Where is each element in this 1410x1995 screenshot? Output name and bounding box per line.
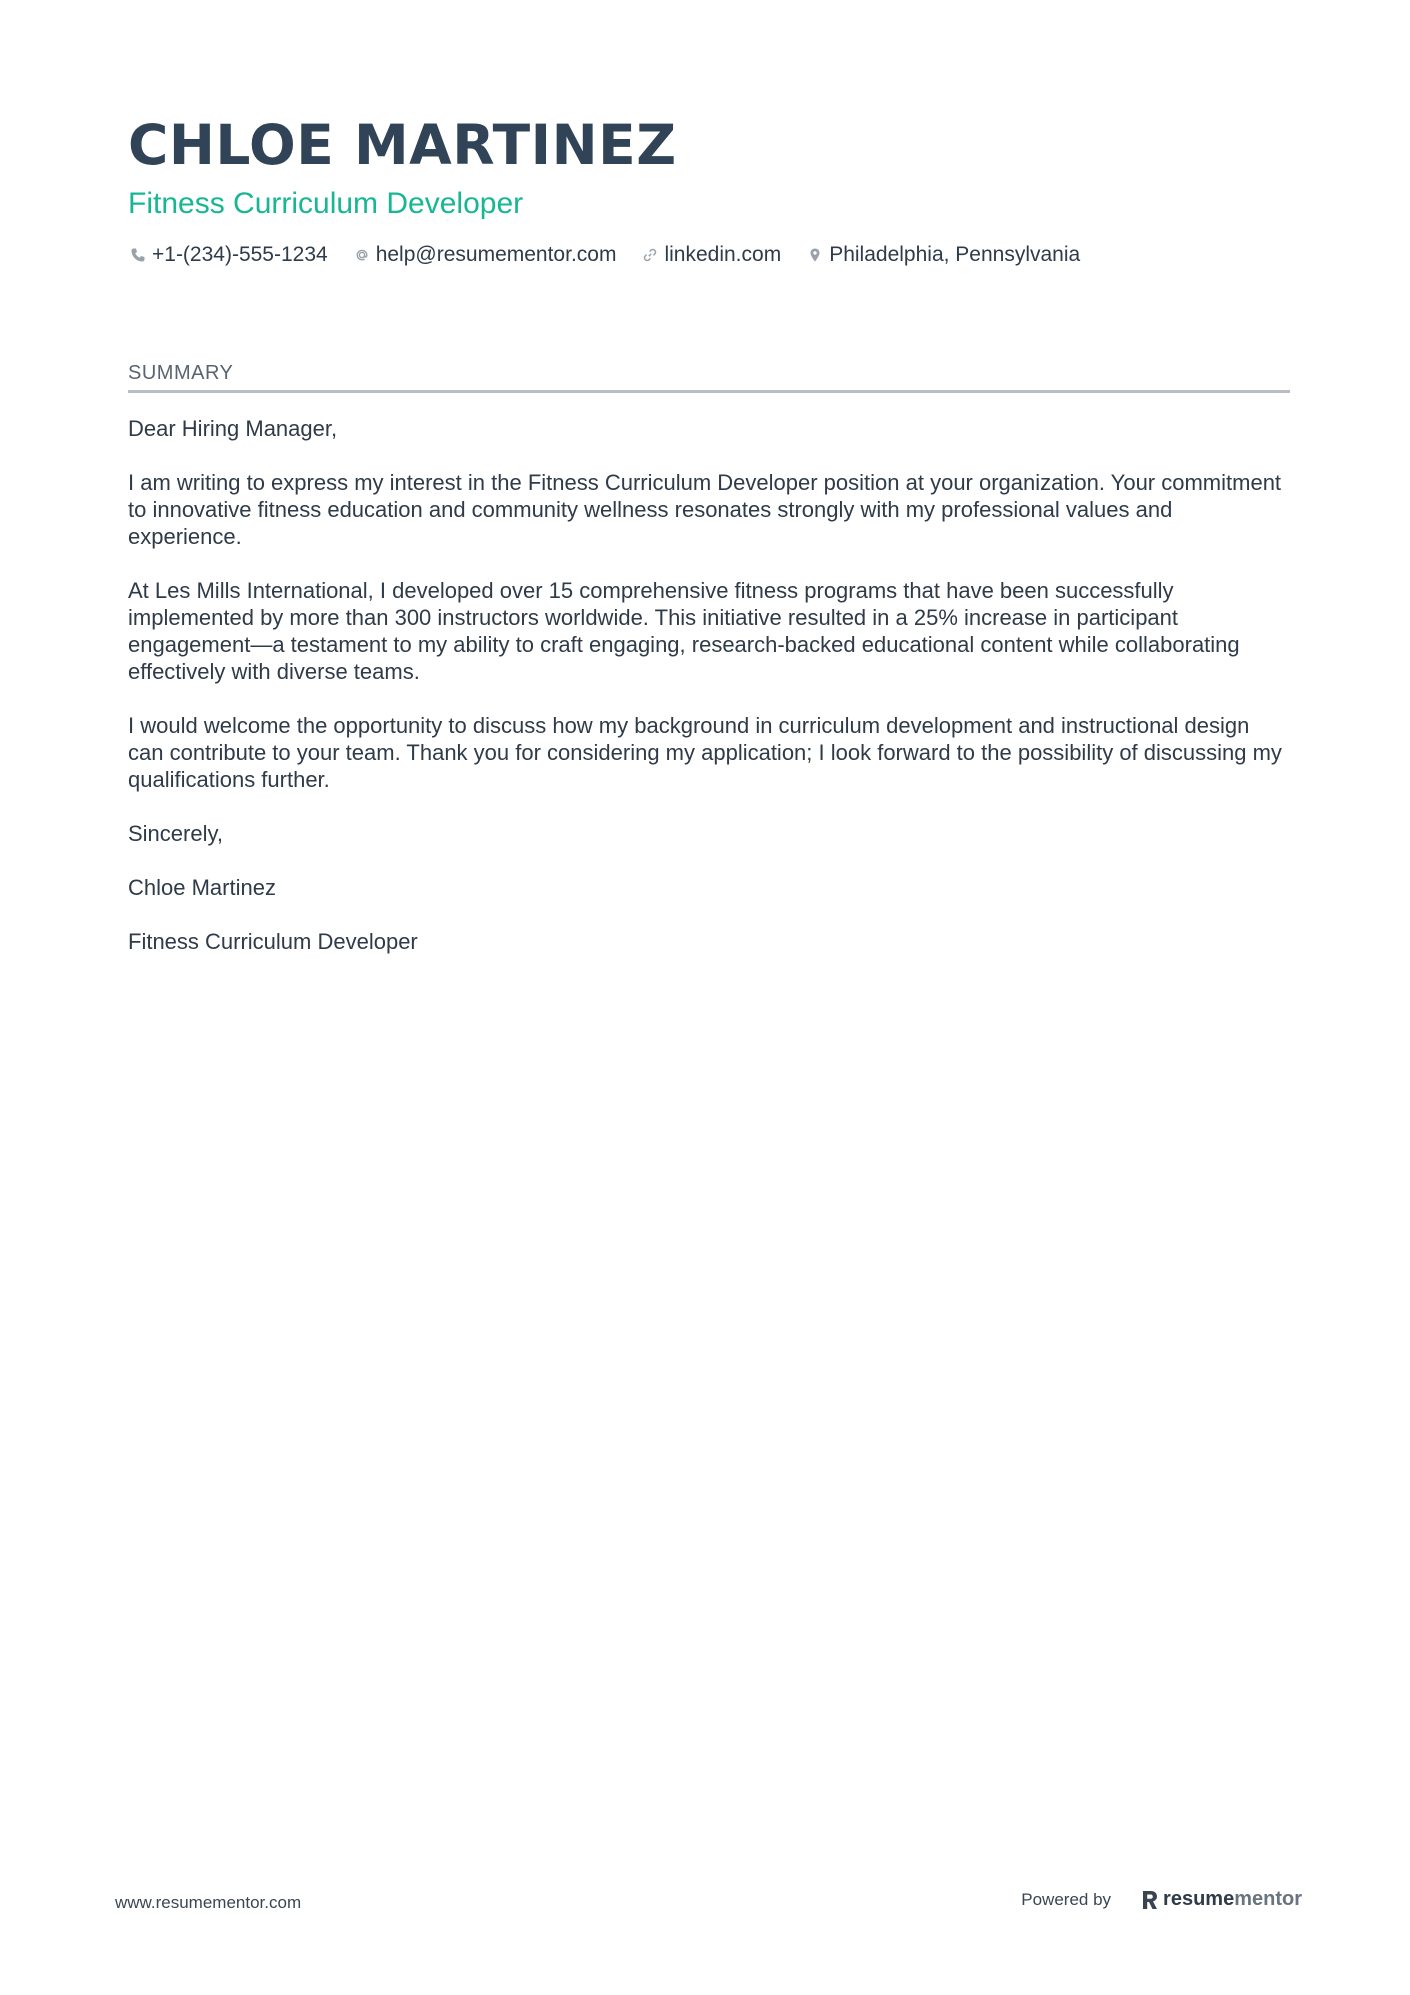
phone-text: +1-(234)-555-1234	[152, 243, 328, 266]
header	[128, 110, 1288, 270]
location-text: Philadelphia, Pennsylvania	[829, 243, 1081, 266]
brand-text-part1: resume	[1163, 1888, 1235, 1910]
contact-linkedin[interactable]	[640, 240, 781, 270]
paragraph-3: I would welcome the opportunity to discuss how my background in curriculum development and instructional design can contribute to your team. Thank you for considering my application; I look forward to the possibility of discussing my qualifications further.	[128, 713, 1282, 792]
at-icon	[352, 245, 372, 265]
linkedin-text[interactable]: linkedin.com	[664, 243, 782, 266]
contact-email[interactable]	[352, 240, 617, 270]
greeting: Dear Hiring Manager,	[128, 416, 338, 441]
contact-location	[805, 240, 1080, 270]
brand-logo[interactable]	[1141, 1888, 1302, 1911]
footer-branding	[1021, 1888, 1302, 1911]
signature-name: Chloe Martinez	[128, 875, 276, 900]
section-title: SUMMARY	[128, 360, 1290, 393]
powered-by-text: Powered by	[1021, 1889, 1112, 1909]
footer-website[interactable]: www.resumementor.com	[115, 1893, 302, 1912]
email-text[interactable]: help@resumementor.com	[375, 243, 617, 266]
contact-row	[128, 240, 1288, 270]
summary-section	[128, 360, 1290, 982]
candidate-role: Fitness Curriculum Developer	[128, 187, 524, 220]
link-icon	[640, 245, 660, 265]
signature-title: Fitness Curriculum Developer	[128, 929, 418, 954]
location-pin-icon	[805, 245, 825, 265]
brand-text-part2: mentor	[1234, 1888, 1302, 1910]
contact-phone	[128, 240, 328, 270]
letter-body	[128, 415, 1290, 955]
closing: Sincerely,	[128, 821, 223, 846]
paragraph-1: I am writing to express my interest in the Fitness Curriculum Developer position at your organization. Your commitment to innovative fitness education and community wellness resonates strongly with my professional values and experience.	[128, 470, 1282, 549]
resumementor-logo-icon	[1141, 1889, 1159, 1911]
candidate-name: CHLOE MARTINEZ	[128, 113, 677, 177]
paragraph-2: At Les Mills International, I developed over 15 comprehensive fitness programs that have been successfully implemented by more than 300 instructors worldwide. This initiative resulted in a 25% increase in participant engagement—a testament to my ability to craft engaging, research-backed educational content while collaborating effectively with diverse teams.	[128, 578, 1240, 684]
phone-icon	[128, 245, 148, 265]
